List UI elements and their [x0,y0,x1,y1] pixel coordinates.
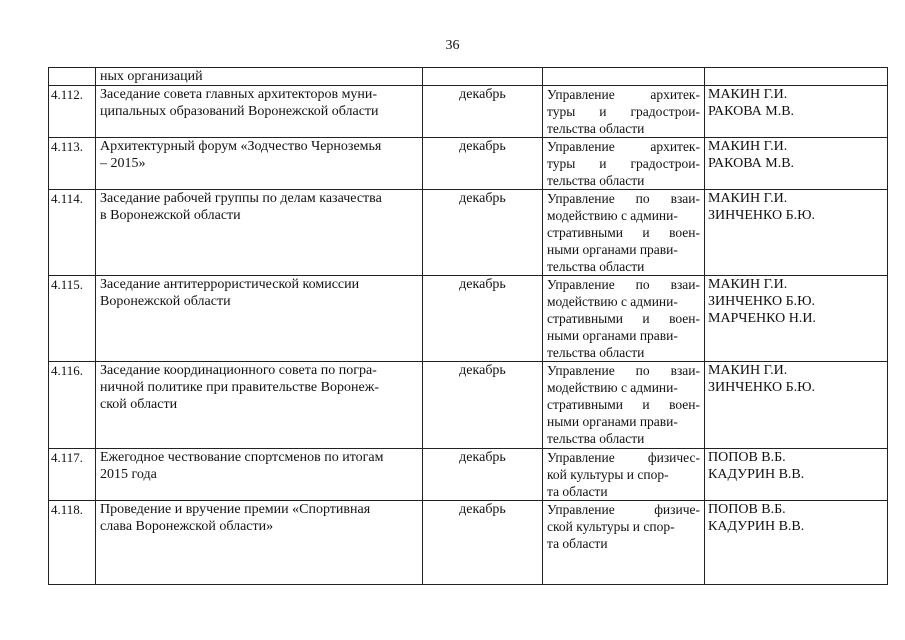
department-word: та области [547,536,608,551]
cell-date: декабрь [423,276,543,362]
cell-event [96,362,423,449]
department-word: тельства области [547,259,645,274]
event-line: Проведение и вручение премии «Спортивная [100,502,371,517]
responsible-person: ЗИНЧЕНКО Б.Ю. [708,294,816,309]
cell-department [543,68,705,86]
cell-date: декабрь [423,138,543,190]
cell-num: 4.112. [49,86,96,138]
department-word: ными органами прави- [547,328,678,343]
department-line [547,103,700,120]
cell-event [96,501,423,585]
department-word: Управление [547,277,615,292]
cell-event [96,190,423,276]
cell-department [543,190,705,276]
department-word: та области [547,484,608,499]
cell-date: декабрь [423,86,543,138]
department-word: Управление [547,139,615,154]
table-row [49,86,888,138]
department-line [547,327,700,344]
event-line: Ежегодное чествование спортсменов по итогам [100,450,384,465]
department-word: модействию с админи- [547,208,678,223]
cell-responsible [705,86,888,138]
department-line [547,466,700,483]
department-word: архитек- [650,87,700,102]
department-line [547,518,700,535]
department-word: градострои- [630,156,700,171]
cell-event [96,86,423,138]
department-word: воен- [669,225,700,240]
department-line [547,483,700,500]
department-line [547,155,700,172]
department-word: стративными [547,311,624,326]
responsible-person: МАКИН Г.И. [708,139,788,154]
event-line: Заседание совета главных архитекторов муни- [100,87,378,102]
responsible-person: КАДУРИН В.В. [708,519,805,534]
cell-num: 4.115. [49,276,96,362]
department-word: ской культуры и спор- [547,519,675,534]
department-line [547,172,700,189]
event-continuation-text: ных организаций [100,69,203,84]
cell-responsible [705,501,888,585]
department-line [547,344,700,361]
cell-responsible [705,362,888,449]
department-word: и [642,225,650,240]
department-line [547,224,700,241]
department-line [547,501,700,518]
department-line [547,120,700,137]
department-word: ными органами прави- [547,414,678,429]
department-word: воен- [669,311,700,326]
department-word: и [599,156,607,171]
event-line: ципальных образований Воронежской области [100,104,379,119]
department-line [547,396,700,413]
department-word: взаи- [670,191,700,206]
department-word: и [599,104,607,119]
event-line: Заседание антитеррористической комиссии [100,277,360,292]
table-row-continuation [49,68,888,86]
table-body [49,68,888,585]
department-word: Управление [547,191,615,206]
cell-department [543,501,705,585]
department-word: Управление [547,87,615,102]
cell-department [543,276,705,362]
event-line: ской области [100,397,178,412]
cell-event [96,276,423,362]
page-number: 36 [445,38,460,53]
cell-responsible [705,138,888,190]
event-line: в Воронежской области [100,208,241,223]
table-row [49,276,888,362]
department-word: по [635,277,650,292]
department-word: и [642,311,650,326]
department-word: стративными [547,225,624,240]
cell-num: 4.113. [49,138,96,190]
department-word: тельства области [547,345,645,360]
cell-department [543,362,705,449]
responsible-person: РАКОВА М.В. [708,156,795,171]
department-word: модействию с админи- [547,380,678,395]
department-line [547,362,700,379]
cell-date: декабрь [423,501,543,585]
department-line [547,258,700,275]
table-row [49,138,888,190]
cell-date: декабрь [423,362,543,449]
department-word: кой культуры и спор- [547,467,669,482]
cell-responsible [705,449,888,501]
responsible-person: ПОПОВ В.Б. [708,450,786,465]
department-word: Управление [547,450,615,465]
department-word: по [635,191,650,206]
cell-event [96,68,423,86]
department-word: архитек- [650,139,700,154]
department-line [547,138,700,155]
department-word: градострои- [630,104,700,119]
cell-num: 4.118. [49,501,96,585]
department-word: взаи- [670,363,700,378]
responsible-person: ЗИНЧЕНКО Б.Ю. [708,208,816,223]
responsible-person: ЗИНЧЕНКО Б.Ю. [708,380,816,395]
cell-num: 4.114. [49,190,96,276]
cell-event [96,449,423,501]
table-row [49,449,888,501]
department-line [547,293,700,310]
table-row [49,501,888,585]
department-line [547,207,700,224]
department-word: модействию с админи- [547,294,678,309]
department-line [547,379,700,396]
cell-department [543,138,705,190]
department-line [547,241,700,258]
events-plan-table [48,67,888,585]
cell-responsible [705,276,888,362]
department-word: туры [547,104,576,119]
table-row [49,190,888,276]
responsible-person: ПОПОВ В.Б. [708,502,786,517]
department-line [547,310,700,327]
department-word: Управление [547,363,615,378]
department-word: и [642,397,650,412]
cell-num: 4.116. [49,362,96,449]
department-word: тельства области [547,121,645,136]
department-word: Управление [547,502,615,517]
cell-date: декабрь [423,190,543,276]
responsible-person: МАРЧЕНКО Н.И. [708,311,816,326]
department-line [547,86,700,103]
event-line: 2015 года [100,467,157,482]
department-word: по [635,363,650,378]
event-line: ничной политике при правительстве Воронеж- [100,380,380,395]
department-word: туры [547,156,576,171]
event-line: Архитектурный форум «Зодчество Черноземья [100,139,382,154]
department-word: физиче- [654,502,700,517]
department-line [547,430,700,447]
responsible-person: МАКИН Г.И. [708,277,788,292]
department-line [547,190,700,207]
department-word: воен- [669,397,700,412]
department-line [547,276,700,293]
cell-date [423,68,543,86]
cell-responsible [705,190,888,276]
department-word: ными органами прави- [547,242,678,257]
cell-num: 4.117. [49,449,96,501]
event-line: – 2015» [100,156,146,171]
cell-date: декабрь [423,449,543,501]
responsible-person: МАКИН Г.И. [708,87,788,102]
cell-event [96,138,423,190]
responsible-person: РАКОВА М.В. [708,104,795,119]
responsible-person: МАКИН Г.И. [708,363,788,378]
department-word: стративными [547,397,624,412]
department-line [547,535,700,552]
event-line: Заседание рабочей группы по делам казачества [100,191,382,206]
responsible-person: КАДУРИН В.В. [708,467,805,482]
responsible-person: МАКИН Г.И. [708,191,788,206]
event-line: Заседание координационного совета по погра- [100,363,377,378]
department-line [547,449,700,466]
department-word: тельства области [547,173,645,188]
department-word: тельства области [547,431,645,446]
department-word: взаи- [670,277,700,292]
department-word: физичес- [647,450,700,465]
cell-department [543,86,705,138]
department-line [547,413,700,430]
cell-num [49,68,96,86]
cell-department [543,449,705,501]
event-line: слава Воронежской области» [100,519,274,534]
event-line: Воронежской области [100,294,231,309]
cell-responsible [705,68,888,86]
table-row [49,362,888,449]
